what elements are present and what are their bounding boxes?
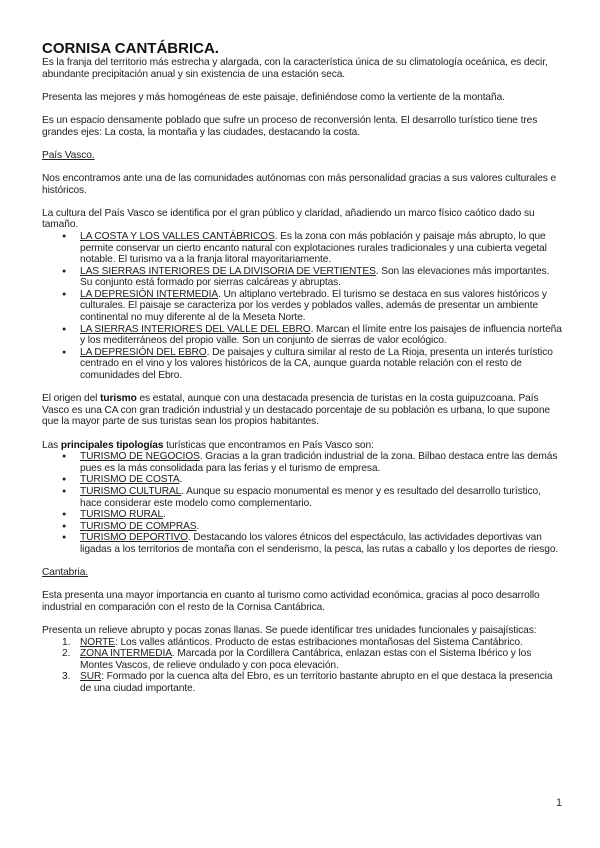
tipologias-list — [42, 451, 562, 555]
list-item — [42, 347, 562, 382]
document-title: CORNISA CANTÁBRICA. — [42, 40, 219, 57]
list-item — [42, 486, 562, 509]
list-item-term: TURISMO DE NEGOCIOS — [80, 451, 200, 463]
list-item-term: NORTE — [80, 636, 115, 648]
list-item — [42, 231, 562, 266]
list-item-term: LAS SIERRAS INTERIORES DE LA DIVISORIA DE VERTIENTES — [80, 265, 376, 277]
list-item-text: . Un altiplano vertebrado. El turismo se destaca en sus valores históricos y culturales. El paisaje se caracteriza por los verdes y poblados valles, además de presentar un ambiente continental no muy diferente al de la Meseta Norte. — [80, 288, 547, 324]
list-item-text: . Marcada por la Cordillera Cantábrica, enlazan estas con el Sistema Ibérico y los Montes Vascos, de relieve ondulado y con poca elevación. — [80, 648, 532, 671]
list-item-text: : Formado por la cuenca alta del Ebro, es un territorio bastante abrupto en el que destaca la presencia de una ciudad importante. — [80, 671, 553, 695]
list-item — [42, 637, 562, 649]
list-item — [42, 474, 562, 486]
list-item-text: . — [179, 474, 183, 486]
origin-pre: El origen del — [42, 393, 101, 405]
list-item-number: 3. — [62, 671, 71, 683]
list-item — [42, 289, 562, 324]
section-heading-pais-vasco: País Vasco. — [42, 149, 95, 161]
origin-paragraph — [42, 393, 562, 428]
list-item-term: LA DEPRESIÓN INTERMEDIA — [80, 288, 219, 300]
list-item — [42, 266, 562, 289]
units-list — [42, 637, 562, 695]
cantabria-paragraph-1: Esta presenta una mayor importancia en cuanto al turismo como actividad económica, gracias al poco desarrollo industrial en comparación con el resto de la Cornisa Cantábrica. — [42, 590, 540, 613]
list-item-text: . — [163, 509, 166, 521]
intro-paragraph-3: Es un espacio densamente poblado que sufre un proceso de reconversión lenta. El desarrollo turístico tiene tres grandes ejes: La costa, la montaña y las ciudades, destacando la costa. — [42, 114, 538, 138]
list-item-term: TURISMO RURAL — [80, 509, 164, 521]
list-item — [42, 521, 562, 533]
list-item-term: LA SIERRAS INTERIORES DEL VALLE DEL EBRO — [80, 323, 311, 335]
list-item-text: . Gracias a la gran tradición industrial de la zona. Bilbao destaca entre las demás pues es la más consolidada para las ferias y el turismo de empresa. — [80, 451, 558, 474]
intro-paragraph-1: Es la franja del territorio más estrecha y alargada, con la característica única de su climatología oceánica, es decir, abundante precipitación anual y sin existencia de una estación seca. — [42, 57, 548, 80]
tipos-pre: Las — [42, 439, 61, 451]
list-item-text: . Es la zona con más población y paisaje más abrupto, lo que permite conservar un cierto encanto natural con explotaciones rurales tradicionales y una cubierta vegetal notable. El turismo va a la franja litoral mayoritariamente. — [80, 230, 547, 266]
list-item-term: TURISMO DE COMPRAS — [80, 520, 197, 532]
list-item-term: TURISMO CULTURAL — [80, 485, 182, 497]
list-item-term: TURISMO DE COSTA — [80, 474, 180, 486]
list-item — [42, 509, 562, 521]
tipos-post: turísticas que encontramos en País Vasco son: — [163, 439, 374, 451]
zones-list — [42, 231, 562, 382]
list-item-term: ZONA INTERMEDIA — [80, 648, 172, 660]
list-item-text: . Destacando los valores étnicos del espectáculo, las actividades deportivas van ligadas a los territorios de montaña con el senderismo, la pesca, las rutas a caballo y los deportes de riesgo. — [80, 532, 559, 555]
intro-paragraph-2: Presenta las mejores y más homogéneas de este paisaje, definiéndose como la vertiente de la montaña. — [42, 91, 505, 103]
section-heading-cantabria: Cantabria. — [42, 567, 89, 579]
list-item — [42, 532, 562, 555]
list-item-term: LA COSTA Y LOS VALLES CANTÁBRICOS — [80, 230, 275, 242]
list-item-text: . — [196, 520, 200, 532]
cantabria-paragraph-2: Presenta un relieve abrupto y pocas zonas llanas. Se puede identificar tres unidades funcionales y paisajísticas: — [42, 625, 537, 637]
list-item — [42, 451, 562, 474]
pais-vasco-paragraph-1: Nos encontramos ante una de las comunidades autónomas con más personalidad gracias a sus valores culturales e históricos. — [42, 172, 557, 196]
list-item-text: . Son las elevaciones más importantes. Su conjunto está formado por sierras calcáreas y abruptas. — [80, 265, 550, 289]
page-number: 1 — [556, 797, 563, 809]
list-item-number: 1. — [62, 636, 71, 648]
list-item-term: SUR — [80, 671, 102, 683]
list-item-text: . De paisajes y cultura similar al resto de La Rioja, presenta un interés turístico centrado en el vino y los valores históricos de la CA, aunque guarda notable relación con el resto de comunidades del Ebro. — [80, 346, 553, 382]
list-item-text: : Los valles atlánticos. Producto de estas estribaciones montañosas del Sistema Cantábrico. — [114, 636, 523, 648]
list-item — [42, 671, 562, 694]
document-page — [42, 40, 562, 695]
list-item-text: . Marcan el límite entre los paisajes de influencia norteña y los mediterráneos del propio valle. Son un conjunto de sierras de valor ecológico. — [80, 323, 562, 347]
pais-vasco-paragraph-2: La cultura del País Vasco se identifica por el gran público y claridad, añadiendo un marco físico caótico dado su tamaño. — [42, 207, 535, 231]
list-item — [42, 648, 562, 671]
list-item — [42, 324, 562, 347]
list-item-term: TURISMO DEPORTIVO — [80, 532, 188, 544]
origin-post: es estatal, aunque con una destacada presencia de turistas en la costa guipuzcoana. País Vasco es una CA con gran tradición industrial y un destacado porcentaje de su población es urbana, lo que supone que la mayor parte de sus turistas sean los propios habitantes. — [42, 393, 550, 428]
tipos-bold: principales tipologías — [60, 439, 164, 451]
list-item-term: LA DEPRESIÓN DEL EBRO — [80, 346, 207, 358]
list-item-number: 2. — [62, 648, 71, 660]
list-item-text: . Aunque su espacio monumental es menor y es resultado del desarrollo turístico, hace considerar este modelo como complementario. — [80, 485, 541, 509]
tipologias-paragraph — [42, 440, 562, 452]
origin-bold: turismo — [100, 393, 137, 405]
